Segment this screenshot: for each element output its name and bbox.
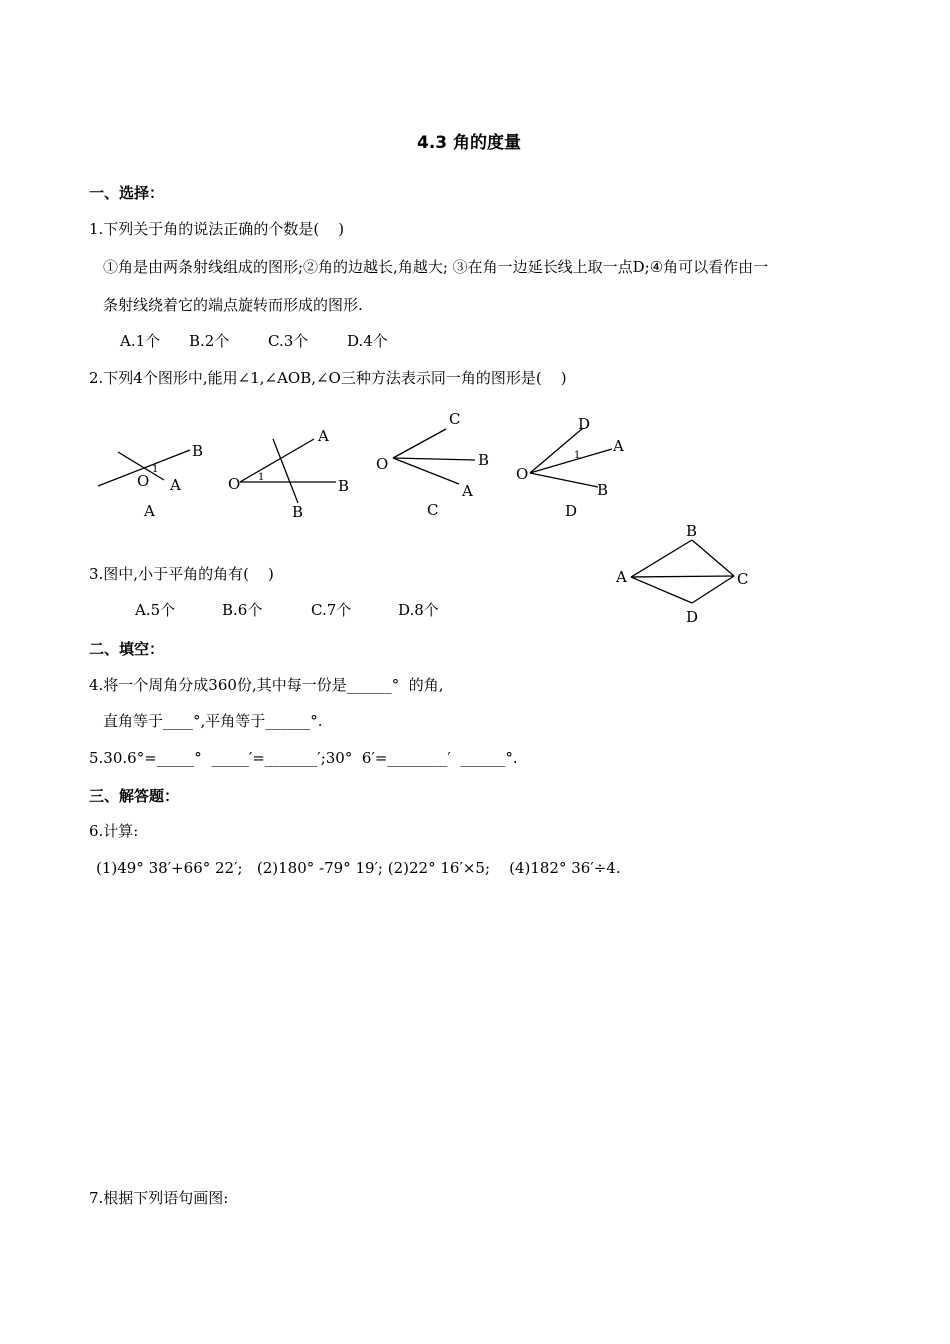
- q3-edge-da: [631, 577, 692, 603]
- q2-figure-b: [228, 425, 358, 525]
- q3-edge-bc: [692, 540, 734, 576]
- figure-a-label-a: A: [170, 476, 181, 494]
- figure-c-line-ob: [393, 458, 475, 460]
- figure-c-caption: C: [427, 501, 439, 519]
- section-heading-choice: 一、选择：: [89, 184, 165, 202]
- section-heading-answer: 三、解答题：: [89, 787, 180, 805]
- figure-a-caption: A: [144, 502, 155, 520]
- figure-a-label-1: 1: [152, 464, 159, 475]
- figure-d-caption: D: [565, 502, 578, 520]
- figure-b-label-b-bottom: B: [292, 503, 304, 521]
- q6-stem: 6.计算:: [89, 822, 139, 840]
- figure-c-label-b: B: [478, 451, 490, 469]
- q1-option-d: D.4个: [347, 332, 388, 350]
- q2-figure-a: [90, 430, 220, 530]
- figure-b-label-a: A: [318, 427, 329, 445]
- figure-a-label-o: O: [137, 472, 150, 490]
- q1-option-b: B.2个: [189, 332, 230, 350]
- figure-c-label-c-top: C: [449, 410, 461, 428]
- page-title: 4.3 角的度量: [417, 133, 522, 153]
- figure-c-label-o: O: [376, 455, 389, 473]
- q3-label-d: D: [686, 608, 699, 626]
- figure-b-label-1: 1: [258, 472, 265, 483]
- q1-stem: 1.下列关于角的说法正确的个数是( ): [89, 220, 345, 238]
- figure-b-transversal: [273, 439, 298, 503]
- q5-line: 5.30.6°=_____° _____′=_______′;30° 6′=________′ ______°.: [89, 749, 518, 767]
- figure-d-label-a: A: [613, 437, 624, 455]
- figure-d-label-b: B: [597, 481, 609, 499]
- q2-figure-d: [512, 410, 642, 520]
- q3-option-b: B.6个: [222, 601, 263, 619]
- q3-label-c: C: [737, 570, 749, 588]
- q6-items: (1)49° 38′+66° 22′; (2)180° -79° 19′; (2)22° 16′×5; (4)182° 36′÷4.: [96, 859, 621, 877]
- figure-c-line-oc: [393, 429, 446, 458]
- figure-c-line-oa: [393, 458, 459, 484]
- q2-figure-c: [372, 408, 502, 518]
- q3-label-b: B: [686, 522, 698, 540]
- q3-stem: 3.图中,小于平角的角有( ): [89, 565, 274, 583]
- figure-d-line-ob: [530, 473, 598, 487]
- q3-label-a: A: [616, 568, 627, 586]
- q4-line1: 4.将一个周角分成360份,其中每一份是______° 的角,: [89, 676, 444, 694]
- q3-option-c: C.7个: [311, 601, 352, 619]
- q1-option-a: A.1个: [120, 332, 161, 350]
- q2-stem: 2.下列4个图形中,能用∠1,∠AOB,∠O三种方法表示同一角的图形是( ): [89, 369, 567, 387]
- q1-statements-line1: ①角是由两条射线组成的图形;②角的边越长,角越大; ③在角一边延长线上取一点D;④角可以看作由一: [103, 258, 769, 276]
- section-heading-fill: 二、填空：: [89, 640, 165, 658]
- q4-line2: 直角等于____°,平角等于______°.: [103, 712, 323, 730]
- figure-d-line-oa: [530, 449, 612, 473]
- figure-c-label-a: A: [462, 482, 473, 500]
- figure-b-line-oa: [240, 439, 314, 482]
- figure-d-label-o: O: [516, 465, 529, 483]
- figure-a-label-b: B: [192, 442, 204, 460]
- figure-b-label-o: O: [228, 475, 241, 493]
- figure-b-label-b-right: B: [338, 477, 350, 495]
- figure-d-label-1: 1: [574, 450, 581, 461]
- q3-option-a: A.5个: [135, 601, 176, 619]
- q7-stem: 7.根据下列语句画图:: [89, 1189, 229, 1207]
- q3-edge-cd: [692, 576, 734, 603]
- q3-diagonal-ac: [631, 576, 734, 577]
- figure-d-label-d: D: [578, 415, 591, 433]
- q3-figure: [612, 518, 757, 630]
- q3-edge-ab: [631, 540, 692, 577]
- q1-statements-line2: 条射线绕着它的端点旋转而形成的图形.: [103, 296, 363, 314]
- q1-option-c: C.3个: [268, 332, 309, 350]
- q3-option-d: D.8个: [398, 601, 439, 619]
